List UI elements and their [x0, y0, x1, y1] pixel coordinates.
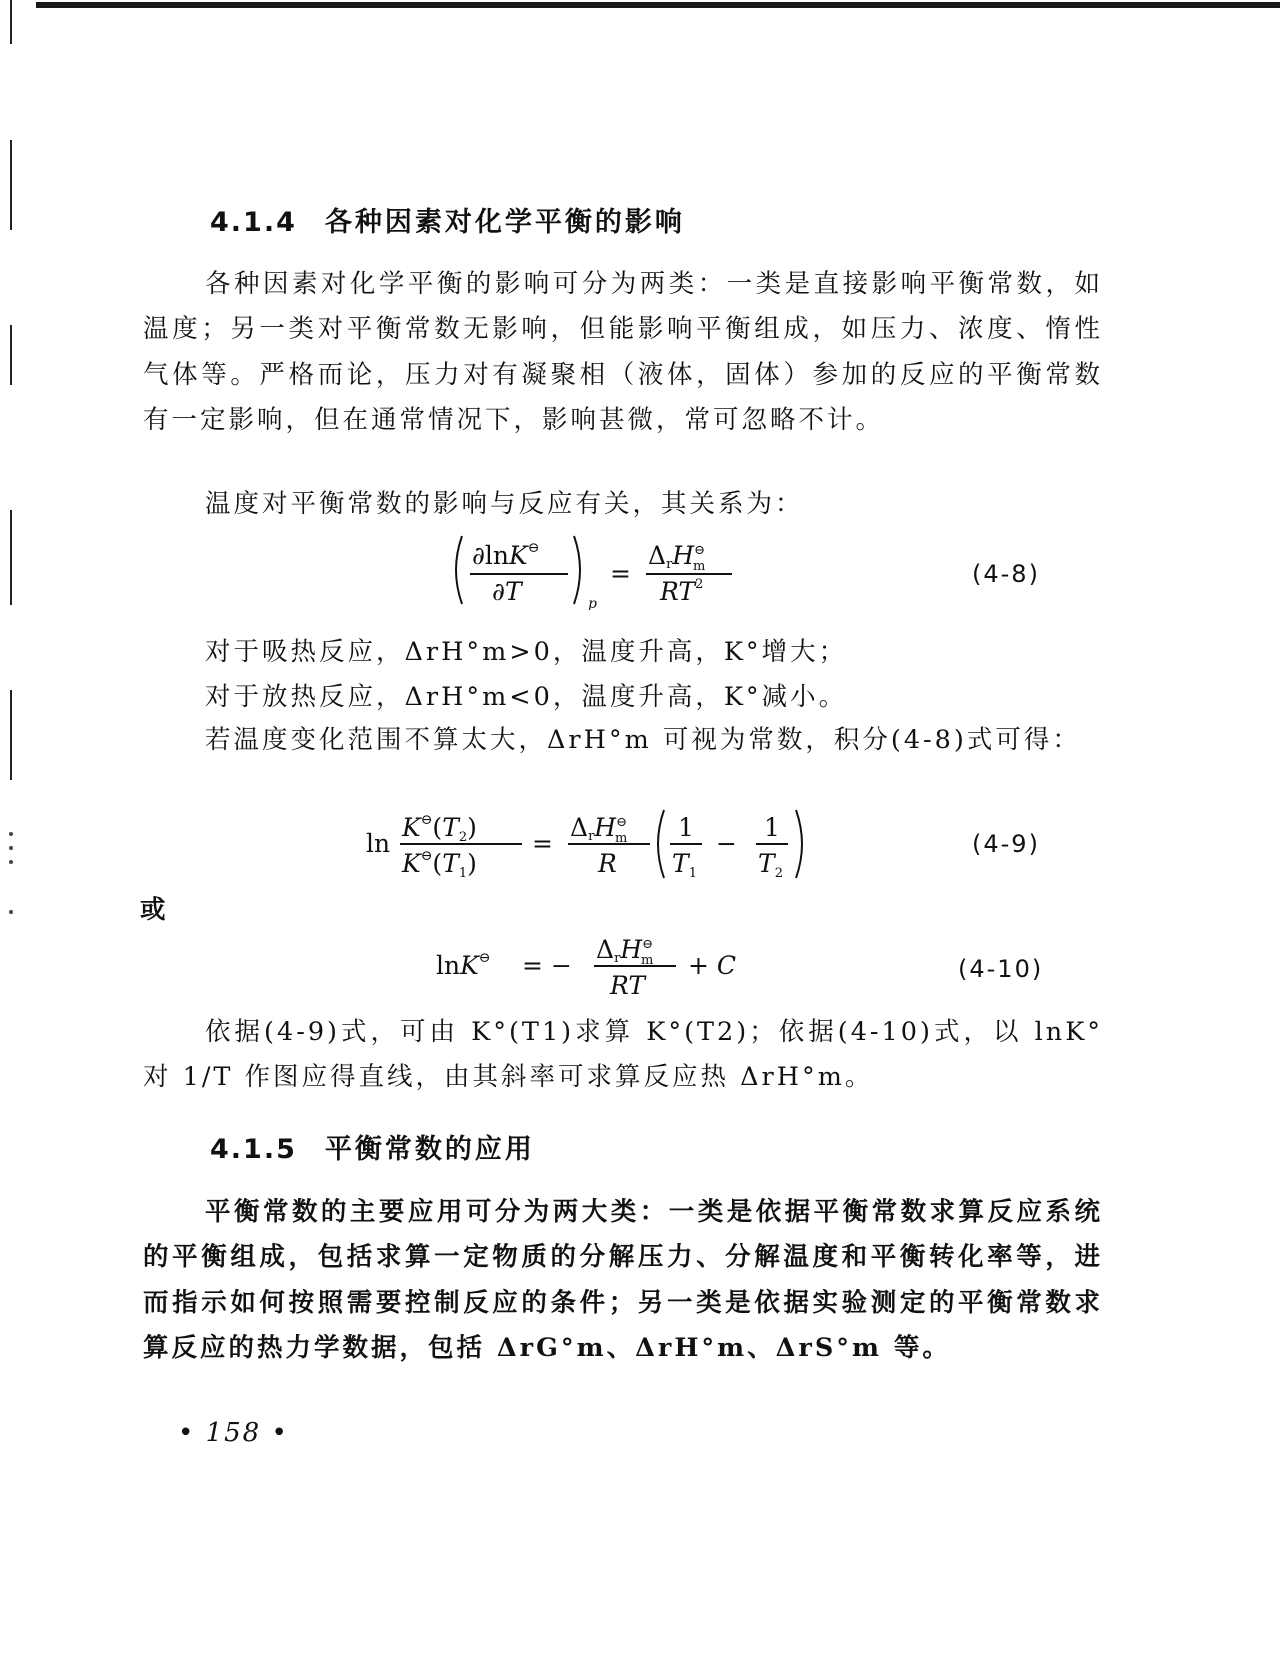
equation-4-8: [440, 530, 760, 610]
svg-text:K⊖(T1): $K^⊖(T_1)$: [402, 848, 477, 881]
paragraph-factors: 各种因素对化学平衡的影响可分为两类：一类是直接影响平衡常数，如温度；另一类对平衡常数无影响，但能影响平衡组成，如压力、浓度、惰性气体等。严格而论，压力对有凝聚相（液体，固体）参加的反应的平衡常数有一定影响，但在通常情况下，影响甚微，常可忽略不计。: [143, 269, 1103, 436]
svg-text:ΔrH⊖m: ΔrH⊖ m: [570, 813, 628, 846]
equation-number-4-9: (4-9): [972, 830, 1040, 858]
section-heading-4-1-5: [210, 1127, 535, 1166]
svg-text:1: 1: [678, 813, 694, 842]
svg-text:ΔrH⊖m: ΔrH⊖ m: [648, 541, 706, 574]
svg-text:=: =: [610, 559, 631, 588]
equation-4-10: [430, 928, 770, 1008]
svg-text:T2: $T_2$: [758, 849, 783, 881]
scan-edge-mark: [10, 140, 12, 230]
scan-dot: [9, 832, 13, 836]
section-heading-4-1-4: [210, 200, 685, 239]
equation-number-4-8: (4-8): [972, 560, 1040, 588]
svg-text:R: R: [598, 849, 617, 878]
line-exothermic: 对于放热反应，ΔrH°m<0，温度升高，K°减小。: [205, 682, 848, 712]
paragraph-equilibrium-constant-uses: 平衡常数的主要应用可分为两大类：一类是依据平衡常数求算反应系统的平衡组成，包括求算一定物质的分解压力、分解温度和平衡转化率等，进而指示如何按照需要控制反应的条件；另一类是依据实验测定的平衡常数求算反应的热力学数据，包括 ΔrG°m、ΔrH°m、ΔrS°m 等。: [143, 1197, 1103, 1364]
scan-dot: [9, 860, 13, 864]
scan-dot: [9, 910, 13, 914]
svg-text:p: p: [588, 596, 597, 610]
scan-edge-mark: [10, 325, 12, 385]
page-number: • 158 •: [178, 1418, 289, 1448]
svg-text:−: −: [716, 829, 737, 858]
scan-edge-mark: [10, 510, 12, 605]
svg-text:ln: ln: [366, 829, 391, 858]
svg-text:RT: RT: [610, 971, 646, 1000]
line-endothermic: 对于吸热反应，ΔrH°m>0，温度升高，K°增大；: [205, 637, 848, 667]
svg-text:= −: = −: [522, 951, 572, 980]
svg-text:T1: $T_1$: [672, 849, 697, 881]
paragraph-application-of-equations: 依据(4-9)式，可由 K°(T1)求算 K°(T2)；依据(4-10)式，以 lnK°对 1/T 作图应得直线，由其斜率可求算反应热 ΔrH°m。: [143, 1017, 1103, 1093]
equation-4-9: [360, 800, 840, 884]
svg-text:lnK⊖: lnK⊖: [436, 950, 491, 980]
svg-text:ΔrH⊖m: ΔrH⊖ m: [596, 935, 654, 968]
section-title: 各种因素对化学平衡的影响: [324, 207, 685, 238]
svg-text:K⊖(T2): $K^⊖(T_2)$: [402, 812, 477, 845]
svg-text:1: 1: [764, 813, 780, 842]
scan-dot: [9, 846, 13, 850]
scan-edge-mark: [10, 0, 12, 44]
section-number: 4.1.5: [210, 1134, 297, 1165]
top-rule: [36, 2, 1280, 8]
scan-edge-mark: [10, 690, 12, 780]
svg-text:RT2: $RT^2$: [660, 577, 704, 606]
svg-text:∂lnK⊖: ∂lnK⊖: [472, 540, 540, 570]
svg-text:+ C: + C: [688, 951, 737, 980]
svg-text:=: =: [532, 829, 553, 858]
equation-number-4-10: (4-10): [958, 955, 1044, 983]
section-title: 平衡常数的应用: [324, 1134, 535, 1165]
svg-text:∂T: ∂T: [492, 577, 522, 606]
or-word: 或: [140, 895, 169, 925]
section-number: 4.1.4: [210, 207, 297, 238]
paragraph-temperature-relation: 温度对平衡常数的影响与反应有关，其关系为：: [205, 489, 804, 519]
paragraph-integration: 若温度变化范围不算太大，ΔrH°m 可视为常数，积分(4-8)式可得：: [205, 725, 1081, 755]
